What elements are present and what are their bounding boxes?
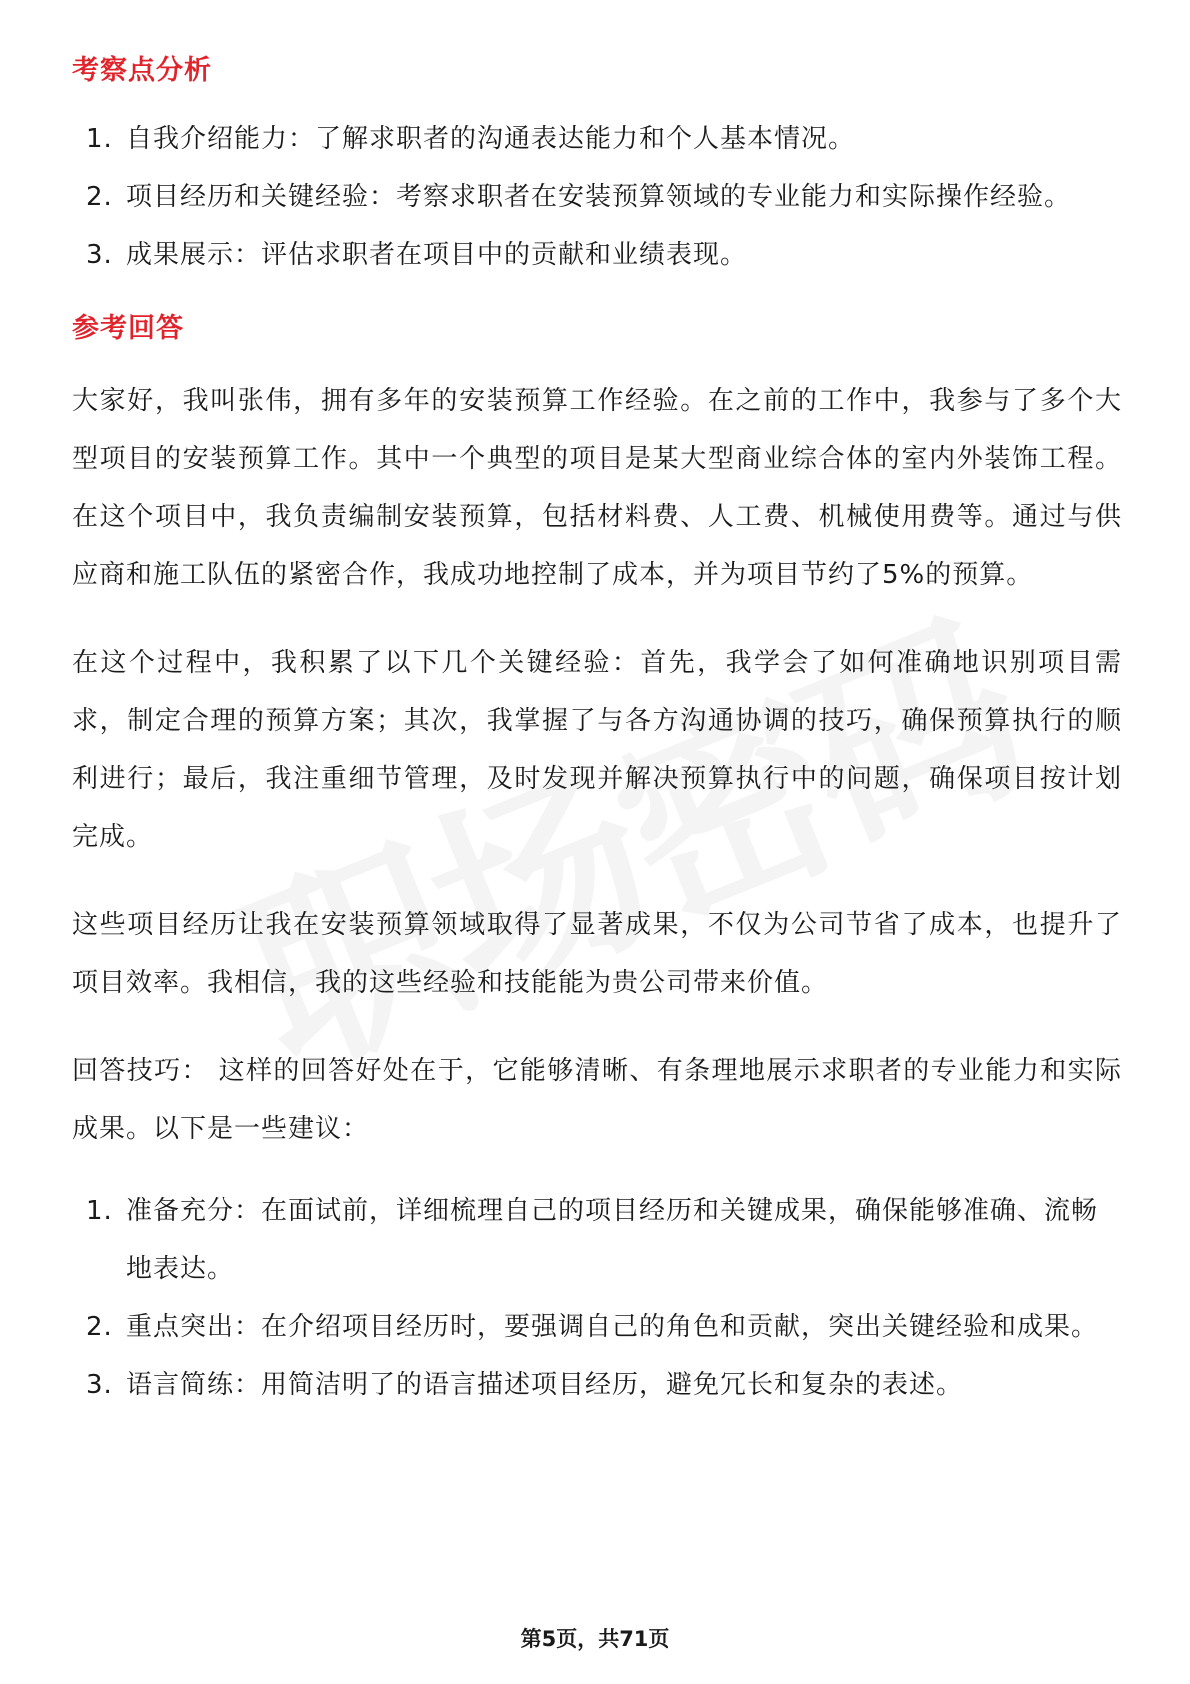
list-item <box>72 1182 1122 1298</box>
list-item <box>72 1356 1122 1414</box>
list-item-number: 3. <box>86 240 113 270</box>
answer-paragraph: 在这个过程中，我积累了以下几个关键经验：首先，我学会了如何准确地识别项目需求，制定合理的预算方案；其次，我掌握了与各方沟通协调的技巧，确保预算执行的顺利进行；最后，我注重细节管理，及时发现并解决预算执行中的问题，确保项目按计划完成。 <box>72 648 1122 852</box>
list-item <box>72 168 1122 226</box>
list-item-text: 准备充分：在面试前，详细梳理自己的项目经历和关键成果，确保能够准确、流畅地表达。 <box>126 1196 1099 1284</box>
list-item <box>72 1298 1122 1356</box>
list-item-text: 重点突出：在介绍项目经历时，要强调自己的角色和贡献，突出关键经验和成果。 <box>126 1312 1099 1342</box>
answer-tips-intro: 回答技巧： 这样的回答好处在于，它能够清晰、有条理地展示求职者的专业能力和实际成果。以下是一些建议： <box>72 1056 1122 1144</box>
list-item-text: 项目经历和关键经验：考察求职者在安装预算领域的专业能力和实际操作经验。 <box>126 182 1072 212</box>
page-content <box>72 44 1122 1414</box>
analysis-list <box>72 110 1122 284</box>
list-item-text: 自我介绍能力：了解求职者的沟通表达能力和个人基本情况。 <box>126 124 856 154</box>
list-item-text: 成果展示：评估求职者在项目中的贡献和业绩表现。 <box>126 240 748 270</box>
list-item-number: 1. <box>86 124 113 154</box>
list-item-number: 3. <box>86 1370 113 1400</box>
page-number: 第5页，共71页 <box>520 1627 670 1651</box>
list-item-number: 1. <box>86 1196 113 1226</box>
list-item <box>72 226 1122 284</box>
list-item-text: 语言简练：用简洁明了的语言描述项目经历，避免冗长和复杂的表述。 <box>126 1370 964 1400</box>
answer-paragraph: 大家好，我叫张伟，拥有多年的安装预算工作经验。在之前的工作中，我参与了多个大型项目的安装预算工作。其中一个典型的项目是某大型商业综合体的室内外装饰工程。在这个项目中，我负责编制安装预算，包括材料费、人工费、机械使用费等。通过与供应商和施工队伍的紧密合作，我成功地控制了成本，并为项目节约了5%的预算。 <box>72 386 1122 590</box>
tips-list <box>72 1182 1122 1414</box>
section-title-reference-answer: 参考回答 <box>72 313 184 344</box>
section-title-analysis: 考察点分析 <box>72 55 212 86</box>
list-item-number: 2. <box>86 182 113 212</box>
list-item <box>72 110 1122 168</box>
list-item-number: 2. <box>86 1312 113 1342</box>
answer-paragraph: 这些项目经历让我在安装预算领域取得了显著成果，不仅为公司节省了成本，也提升了项目效率。我相信，我的这些经验和技能能为贵公司带来价值。 <box>72 910 1122 998</box>
